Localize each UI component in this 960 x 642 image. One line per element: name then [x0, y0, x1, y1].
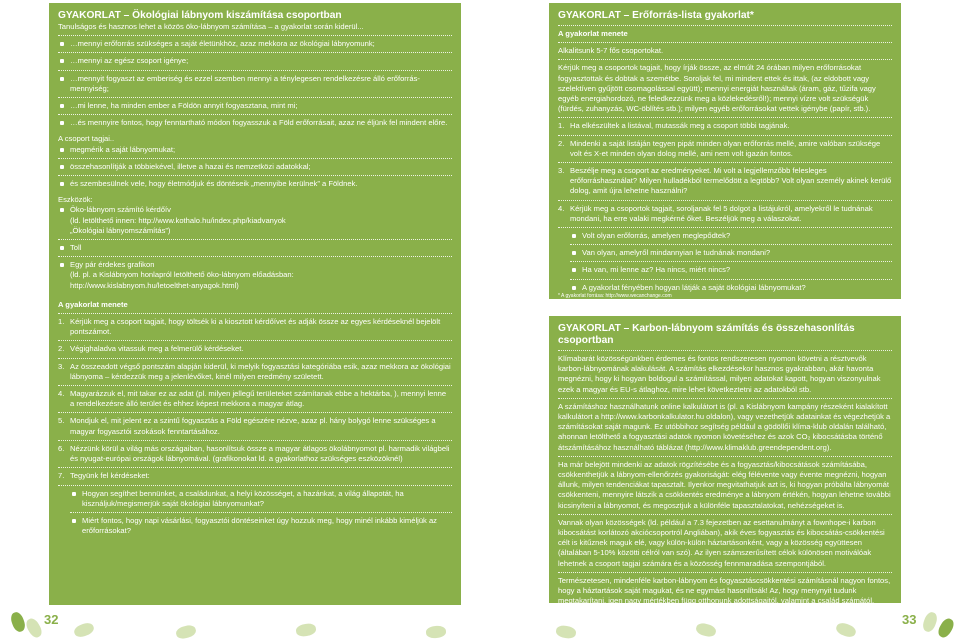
divider	[558, 398, 892, 399]
footprint-icon	[555, 624, 577, 639]
list-item: Egy pár érdekes grafikon (ld. pl. a Kislábnyom honlapról letölthető öko-lábnyom előadásban: http://www.kislabnyom.hu/letoelthet-anyagok.html)	[58, 260, 452, 291]
step-text: Nézzünk körül a világ más országaiban, hasonlítsuk össze a magyar átlagos ökolábnyomot pl. harmadik világbeli és nyugat-európai országok lábnyomával. (grafikonokat ld. a gyakorlathoz szükséges eszközöknél)	[70, 443, 450, 464]
step-text: Magyarázzuk el, mit takar ez az adat (pl. milyen jellegű területeket számítanak ebbe a hektárba, ), mennyi lenne a rendelkezésre álló terület és ehhez képest mekkora a magyar átlag.	[70, 389, 447, 409]
divider	[58, 412, 452, 413]
list-item: …mennyi erőforrás szükséges a saját életünkhöz, azaz mekkora az ökológiai lábnyomunk;	[58, 39, 452, 49]
paragraph: Klímabarát közösségünkben érdemes és fontos rendszeresen nyomon követni a résztvevők karbon-lábnyomának alakulását. A számítás elkezdésekor hasznos gyakrabban, akár havonta megnézni, hogy ki hogyan boldogul a számítással, milyen adatokat kapott, hogyan viszonyulnak ezek a magyar és EU-s átlaghoz, mire lehet következtetni az adatokból stb.	[558, 354, 881, 394]
step-text: Kérjük meg a csoportok tagjait, soroljanak fel 5 dolgot a listájukról, amelyekről le tudnának mondani, ha erre valaki megkérné őket. Beszéljük meg a válaszokat.	[570, 203, 873, 223]
divider	[58, 358, 452, 359]
divider	[58, 239, 452, 240]
divider	[58, 35, 452, 36]
paragraph: A számításhoz használhatunk online kalkulátort is (pl. a Kislábnyom kampány részeként kialakított kalkulátort a http://www.karbonkalkulator.hu oldalon), vagy vezethetjük adatainkat és végezhetjük a számításokat saját magunk. Ez utóbbihoz segítség például a gödöllői klíma-klub oldalán található, ahonnan letölthető a fogyasztási adatok nyomon követéséhez és azok CO₂ kibocsátásba történő átszámításához használható táblázat (http://www.klimaklub.greendependent.org).	[558, 401, 891, 452]
divider	[58, 385, 452, 386]
question-item: A gyakorlat fényében hogyan látják a saját ökológiai lábnyomukat?	[558, 283, 892, 293]
list-item: Öko-lábnyom számító kérdőív (ld. letölthető innen: http://www.kothalo.hu/index.php/kiadvanyok „Ökológiai lábnyomszámítás”)	[58, 205, 452, 236]
footprint-icon	[936, 616, 956, 639]
step-number: 1.	[58, 317, 65, 327]
divider	[58, 485, 452, 486]
divider	[570, 244, 892, 245]
step-number: 3.	[558, 166, 565, 176]
question-item: Ha van, mi lenne az? Ha nincs, miért nincs?	[558, 265, 892, 275]
footprint-icon	[921, 611, 939, 634]
footnote: * A gyakorlat forrása: http://www.wecanchange.com	[558, 292, 672, 299]
step-item	[58, 471, 452, 481]
divider	[58, 97, 452, 98]
divider	[558, 350, 892, 351]
step-text: Mindenki a saját listáján tegyen pipát minden olyan erőforrás mellé, amire valóban szüksége volt és X-et minden olyan dolog mellé, ami nem volt igazán fontos.	[570, 138, 881, 158]
list-item: összehasonlítják a többiekével, illetve a hazai és nemzetközi adatokkal;	[58, 162, 452, 172]
divider	[558, 117, 892, 118]
paragraph: Természetesen, mindenféle karbon-lábnyom és fogyasztáscsökkentési számításnál nagyon fontos, hogy a háztartások saját magukat, és ne egymást hasonlítsák! Az, hogy menynyit tudunk megtakarítani, igen nagy mértékben függ otthonunk adottságaitól, valamint a család számától, fogyasztási szokásaitól és mindennapi rutinjától is.	[558, 575, 891, 616]
steps-title: A gyakorlat menete	[58, 299, 128, 309]
group-size-text: Alkalitsunk 5-7 fős csoportokat.	[558, 46, 664, 56]
footprint-icon	[9, 611, 27, 634]
left-intro: Tanulságos és hasznos lehet a közös öko-lábnyom számítása – a gyakorlat során kiderül...	[58, 22, 364, 31]
divider	[558, 200, 892, 201]
divider	[58, 256, 452, 257]
footprint-icon	[835, 621, 858, 639]
step-item	[558, 204, 892, 224]
divider	[58, 313, 452, 314]
steps-title: A gyakorlat menete	[558, 29, 628, 38]
step-item	[58, 416, 452, 436]
step-item	[558, 139, 892, 159]
list-item: megmérik a saját lábnyomukat;	[58, 145, 452, 155]
divider	[58, 158, 452, 159]
step-item	[58, 389, 452, 409]
step-text: Beszélje meg a csoport az eredményeket. Mi volt a legjellemzőbb felesleges erőforráshasználat? Milyen hulladékból termelődött a legtöbb? Volt olyan személy akinek kerülő dolog, amit újra lehetne használni?	[570, 166, 892, 196]
tools-label: Eszközök:	[58, 195, 93, 205]
list-item: …mi lenne, ha minden ember a Földön annyit fogyasztana, mint mi;	[58, 101, 452, 111]
divider	[558, 227, 892, 228]
carbon-panel-title: GYAKORLAT – Karbon-lábnyom számítás és összehasonlítás csoportban	[558, 323, 855, 346]
divider	[70, 512, 452, 513]
footprint-icon	[24, 616, 44, 639]
list-item: …mennyi az egész csoport igénye;	[58, 56, 452, 66]
divider	[58, 440, 452, 441]
step-text: Tegyünk fel kérdéseket:	[70, 471, 150, 481]
list-item: Toll	[58, 243, 452, 253]
paragraph: Vannak olyan közösségek (ld. például a 7.3 fejezetben az esettanulmányt a fownhope-i karbon kibocsátást korlátozó akciócsoportról Angliában), akik éves fogyasztás és kibocsátás-csökkentési célt is kitűznek maguk elé, vagy külön-külön háztartásonként, vagy a közösség együttesen (általában 5-10% közötti célról van szó). Az ilyen számszerűsített célok különösen motiválóak lehetnek a csoport tagjai számára és a közösség fennmaradása szempontjából.	[558, 517, 885, 568]
step-text: Mondjuk el, mit jelent ez a szintű fogyasztás a Föld egészére nézve, azaz pl. hány bolygó lenne szükséges a magyar fogyasztói szokások fenntartásához.	[70, 416, 436, 436]
step-item	[58, 344, 452, 354]
group-label: A csoport tagjai..	[58, 134, 115, 144]
step-item	[58, 317, 452, 337]
divider	[558, 25, 892, 26]
resource-list-panel	[549, 3, 901, 299]
divider	[58, 70, 452, 71]
footprint-icon	[175, 624, 197, 641]
divider	[58, 175, 452, 176]
paragraph: Ha már belejött mindenki az adatok rögzítésébe és a fogyasztás/kibocsátások számításába, csökkenthetjük a lábnyom-ellenőrzés gyakoriságát: elég félévente vagy évente megnézni, hogyan állunk, milyen tendenciákat tapasztalt. Ilyenkor megvitathatjuk azt is, ki hogyan próbálta lábnyomát csökkenteni, mennyire látszik a csökkentés eredménye a lábnyom értékén, hogyan lehetne további kicsinyíteni a lábnyomot, és megosztjuk a különféle tapasztalatokat, nehézségeket is.	[558, 459, 891, 510]
divider	[570, 261, 892, 262]
list-item: és szembesülnek vele, hogy életmódjuk és döntéseik „mennyibe kerülnek” a Földnek.	[58, 179, 452, 189]
footprint-icon	[295, 622, 317, 637]
divider	[58, 467, 452, 468]
divider	[558, 59, 892, 60]
divider	[570, 279, 892, 280]
footprint-icon	[426, 625, 447, 639]
divider	[58, 52, 452, 53]
step-number: 4.	[558, 203, 565, 213]
step-number: 2.	[558, 138, 565, 148]
divider	[58, 340, 452, 341]
question-item: Miért fontos, hogy napi vásárlási, fogyasztói döntéseinket úgy hozzuk meg, hogy minél inkább kiméljük az erőforrásokat?	[58, 516, 452, 536]
list-item: …és mennyire fontos, hogy fenntartható módon fogyasszuk a Föld erőforrásait, azaz ne éljünk fel mindent előre.	[58, 118, 452, 128]
step-number: 7.	[58, 471, 65, 481]
step-item	[58, 444, 452, 464]
question-item: Volt olyan erőforrás, amelyen meglepődtek?	[558, 231, 892, 241]
divider	[558, 135, 892, 136]
step-text: Végighaladva vitassuk meg a felmerülő kérdéseket.	[70, 344, 244, 354]
step-item	[558, 121, 892, 131]
step-number: 4.	[58, 389, 65, 399]
step-text: Kérjük meg a csoport tagjait, hogy töltsék ki a kiosztott kérdőívet és adják össze az egyes kérdéseknél bejelölt pontszámot.	[70, 317, 441, 337]
divider	[558, 572, 892, 573]
carbon-footprint-panel	[549, 316, 901, 616]
step-text: Az összeadott végső pontszám alapján kiderül, ki melyik fogyasztási kategóriába esik, azaz mekkora az ökológiai lábnyoma – kérdezzük meg a jelenlévőket, kinél milyen eredmény született.	[70, 361, 451, 381]
question-item: Van olyan, amelyről mindannyian le tudnának mondani?	[558, 248, 892, 258]
left-panel-title: GYAKORLAT – Ökológiai lábnyom kiszámítása csoportban	[58, 10, 342, 21]
step-number: 6.	[58, 443, 65, 453]
resource-panel-title: GYAKORLAT – Erőforrás-lista gyakorlat*	[558, 10, 754, 21]
footprint-icon	[73, 621, 96, 639]
step-number: 5.	[58, 416, 65, 426]
step-number: 3.	[58, 361, 65, 371]
left-exercise-panel	[49, 3, 461, 605]
divider	[558, 42, 892, 43]
step-item	[58, 362, 452, 382]
divider	[558, 456, 892, 457]
divider	[558, 514, 892, 515]
page-number-left: 32	[44, 612, 59, 627]
page-number-right: 33	[902, 612, 917, 627]
step-item	[558, 166, 892, 197]
step-text: Ha elkészültek a listával, mutassák meg a csoport többi tagjának.	[570, 121, 790, 131]
question-item: Hogyan segíthet bennünket, a családunkat, a helyi közösséget, a hazánkat, a világ állapotát, ha kisználjuk/megismerjük saját ökológiai lábnyomunkat?	[58, 489, 452, 509]
divider	[58, 114, 452, 115]
step-number: 1.	[558, 121, 565, 131]
resource-intro: Kérjük meg a csoportok tagjait, hogy írják össze, az elmúlt 24 órában milyen erőforrásokat fogyasztottak és dobtak a szemétbe. Soroljak fel, mi mindent ettek és ittak, (az eldobott vagy szelektíven gyűjtött csomagolással együtt); mennyi energiát használtak (áram, gáz, tűzifa vagy egyéb energiahordozó, ne feledkezzünk meg a közlekedésről!); mennyi vízre volt szükségük (fürdés, zuhanyzás, WC-öblítés stb.); milyen egyéb erőforrásokat vettek igénybe (papír, stb.).	[558, 63, 876, 114]
list-item: …mennyit fogyaszt az emberiség és ezzel szemben mennyi a ténylegesen rendelkezésre álló erőforrás-mennyiség;	[58, 74, 452, 94]
step-number: 2.	[58, 344, 65, 354]
footprint-icon	[695, 622, 717, 639]
divider	[558, 162, 892, 163]
